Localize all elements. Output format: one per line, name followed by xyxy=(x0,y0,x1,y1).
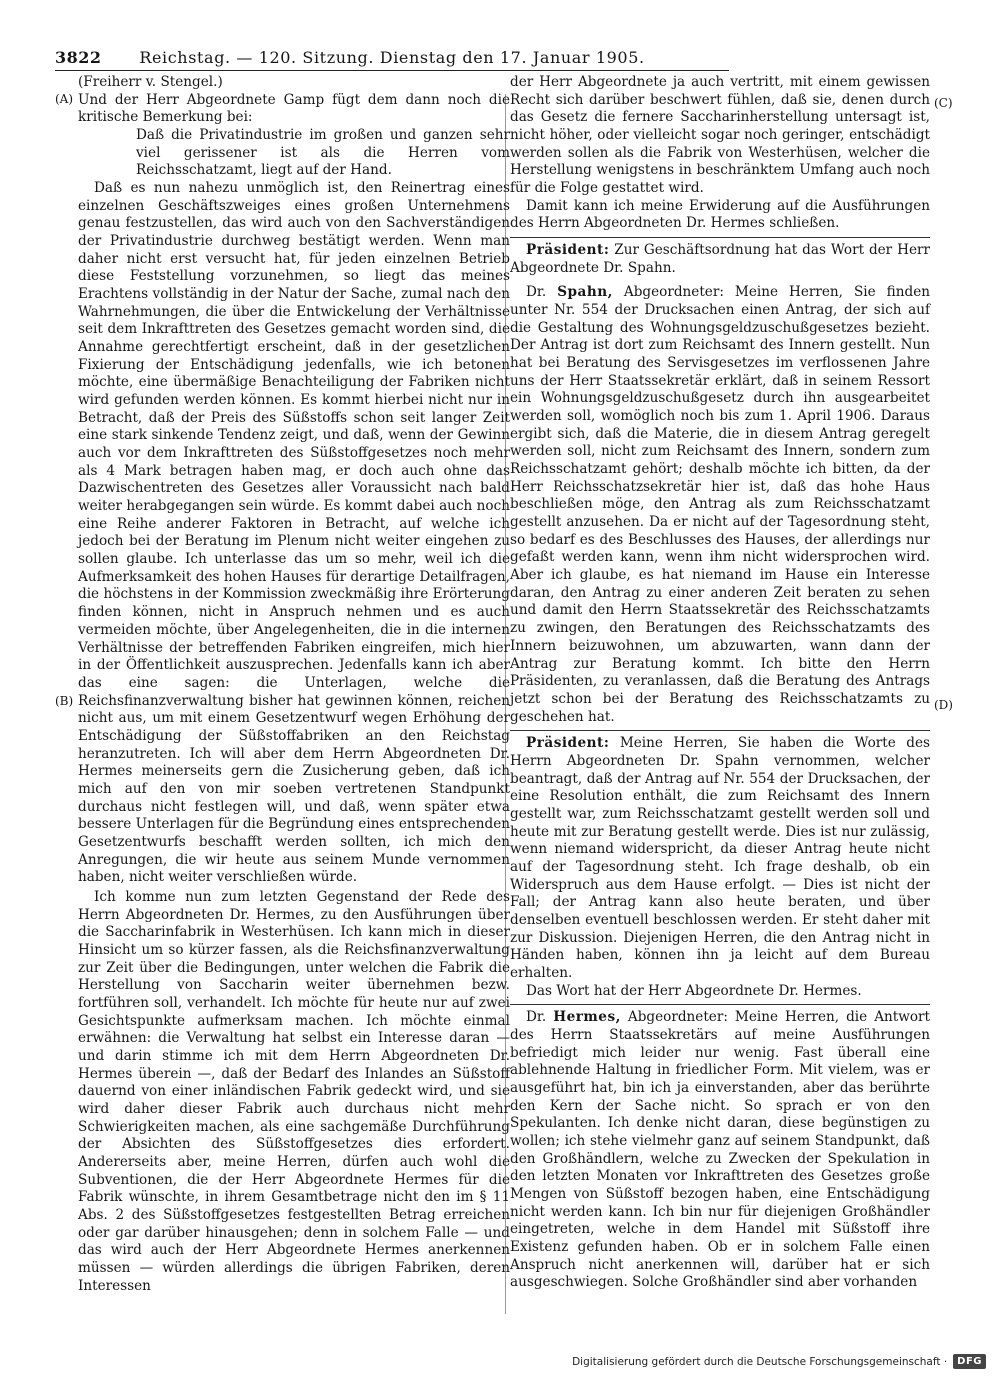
speaker-note: (Freiherr v. Stengel.) xyxy=(78,74,223,90)
margin-mark-d: (D) xyxy=(934,698,953,712)
paragraph: Das Wort hat der Herr Abgeordnete Dr. Hermes. xyxy=(526,982,862,999)
section-divider xyxy=(510,237,930,238)
margin-mark-c: (C) xyxy=(934,96,953,110)
speaker-title: Dr. xyxy=(526,284,547,301)
statement-text: Meine Herren, Sie haben die Worte des Herrn Abgeordneten Dr. Spahn vernommen, welcher beantragt, daß der Antrag auf Nr. 554 der Drucksachen, der eine Resolution enthält, die zum Reichsamt des Innern gestellt war, zum Reichsschatzamt gestellt werden soll und heute mit zur Beratung gestellt werde. Dies ist nur zulässig, wenn niemand widerspricht, da dieser Antrag heute nicht auf der Tagesordnung steht. Ich frage deshalb, ob ein Widerspruch aus dem Hause erfolgt. — Dies ist nicht der Fall; der Antrag kann also heute beraten, und über denselben eventuell beschlossen werden. Er steht daher mit zur Diskussion. Diejenigen Herren, die den Antrag nicht in Händen haben, können ihn ja leicht auf dem Bureau erhalten. xyxy=(510,735,930,981)
right-column xyxy=(510,74,930,1292)
speaker-label: Präsident: xyxy=(526,242,610,259)
speech-text: Abgeordneter: Meine Herren, die Antwort des Herrn Staatssekretärs auf meine Ausführungen befriedigt mich leider nur wenig. Fast überall eine ablehnende Haltung in friedlicher Form. Mit vielem, was er ausgeführt hat, bin ich ja einverstanden, aber das berührte den Kern der Sache nicht. So sprach er von den Spekulanten. Ich denke nicht daran, diese begünstigen zu wollen; ich stehe vielmehr ganz auf seinem Standpunkt, daß den Großhändlern, welche zu Zwecken der Spekulation in den letzten Monaten vor Inkrafttreten des Gesetzes große Mengen von Süßstoff bezogen haben, eine Entschädigung nicht werden kann. Ich bin nur für diejenigen Großhändler eingetreten, welche in dem Handel mit Süßstoff ihre Existenz gefunden haben. Ob er in solchem Falle einen Anspruch nicht anerkennen will, darüber hat er sich ausgeschwiegen. Solche Großhändler sind aber vorhanden xyxy=(510,1009,931,1291)
speech-text: Abgeordneter: Meine Herren, Sie finden unter Nr. 554 der Drucksachen einen Antrag, der sich auf die Gestaltung des Wohnungsgeldzuschußgesetzes bezieht. Der Antrag ist dort zum Reichsamt des Innern gestellt. Nun hat bei Beratung des Servisgesetzes im verflossenen Jahre uns der Herr Staatssekretär erklärt, daß in seinem Ressort ein Wohnungsgeldzuschußgesetz durch ihn ausgearbeitet werden soll, womöglich noch bis zum 1. April 1906. Daraus ergibt sich, daß die Materie, die in diesem Antrag geregelt werden soll, nicht zum Reichsamt des Innern, sondern zum Reichsschatzamt gehört; deshalb möchte ich bitten, da der Herr Reichsschatzsekretär hier ist, daß das hohe Haus beschließen möge, den Antrag als zum Reichsschatzamt gestellt anzusehen. Da er nicht auf der Tagesordnung steht, so bedarf es des Beschlusses des Hauses, der allerdings nur gefaßt werden kann, wenn ihm nicht widersprochen wird. Aber ich glaube, es hat niemand im Hause ein Interesse daran, den Antrag zu einer anderen Zeit beraten zu sehen und damit den Herrn Staatssekretär des Reichsschatzamts zu zwingen, den Beratungen des Reichsschatzamts des Innern beizuwohnen, um abzuwarten, wann dann der Antrag zur Beratung kommt. Ich bitte den Herrn Präsidenten, zu veranlassen, daß die Beratung des Antrags jetzt schon bei der Beratung des Reichsschatzamts zu geschehen hat. xyxy=(510,284,931,725)
section-divider xyxy=(510,1004,930,1005)
paragraph: Damit kann ich meine Erwiderung auf die Ausführungen des Herrn Abgeordneten Dr. Hermes schließen. xyxy=(510,197,930,232)
section-divider xyxy=(510,730,930,731)
paragraph: der Herr Abgeordnete ja auch vertritt, mit einem gewissen Recht sich darüber beschwert fühlen, daß sie, denen durch das Gesetz die fernere Saccharinherstellung untersagt ist, nicht höher, oder vielleicht sogar noch geringer, entschädigt werden sollen als die Fabrik von Westerhüsen, welcher die Herstellung wenigstens in beschränktem Umfang auch noch für die Folge gestattet wird. xyxy=(510,74,930,197)
paragraph: Daß es nun nahezu unmöglich ist, den Reinertrag eines einzelnen Geschäftszweiges eines großen Unternehmens genau festzustellen, das wird auch von den Sachverständigen der Privatindustrie durchweg bestätigt werden. Wenn man daher nicht erst versucht hat, für jeden einzelnen Betrieb diese Feststellung vorzunehmen, so liegt das meines Erachtens vollständig in der Natur der Sache, zumal nach den Wahrnehmungen, die über die Entwickelung der Verhältnisse seit dem Inkrafttreten des Gesetzes gemacht worden sind, die Annahme gerechtfertigt erscheint, daß in der gesetzlichen Fixierung der Entschädigung jedenfalls, wie ich betonen möchte, eine übermäßige Benachteiligung der Fabriken nicht wird gefunden werden können. Es kommt hierbei nicht nur in Betracht, daß der Preis des Süßstoffs schon seit langer Zeit eine stark sinkende Tendenz zeigt, und daß, wenn der Gewinn auch vor dem Inkrafttreten des Süßstoffgesetzes noch mehr als 4 Mark betragen haben mag, er doch auch ohne das Dazwischentreten des Gesetzes aller Voraussicht nach bald weiter herabgegangen sein würde. Es kommt dabei auch noch eine Reihe anderer Faktoren in Betracht, auf welche ich jedoch bei der Beratung im Plenum nicht weiter eingehen zu sollen glaube. Ich unterlasse das um so mehr, weil ich die Aufmerksamkeit des hohen Hauses für derartige Detailfragen, die höchstens in der Kommission zweckmäßig ihre Erörterung finden können, nicht in Anspruch nehmen und es auch vermeiden möchte, über Angelegenheiten, die in die internen Verhältnisse der betreffenden Fabriken eingreifen, mich hier in der Öffentlichkeit auszusprechen. Jedenfalls kann ich aber das eine sagen: die Unterlagen, welche die Reichsfinanzverwaltung bisher hat gewinnen können, reichen nicht aus, um mit einem Gesetzentwurf wegen Erhöhung der Entschädigung der Süßstoffabriken an den Reichstag heranzutreten. Ich will aber dem Herrn Abgeordneten Dr. Hermes meinerseits gern die Zusicherung geben, daß ich mich auf den von mir soeben vertretenen Standpunkt durchaus nicht festlegen will, und daß, wenn später etwa bessere Unterlagen für die Begründung eines entsprechenden Gesetzentwurfs beschafft werden sollten, ich mich den Anregungen, die wir heute aus seinem Munde vernommen haben, nicht weiter verschließen würde. xyxy=(78,180,510,886)
president-statement xyxy=(510,735,930,982)
footer-text: Digitalisierung gefördert durch die Deutsche Forschungsgemeinschaft · xyxy=(572,1355,948,1368)
speaker-label: Präsident: xyxy=(526,735,610,752)
dfg-logo-icon[interactable]: DFG xyxy=(953,1354,986,1369)
block-quote: Daß die Privatindustrie im großen und ganzen sehr viel gerissener ist als die Herren vom Reichsschatzamt, liegt auf der Hand. xyxy=(136,127,510,179)
paragraph: Und der Herr Abgeordnete Gamp fügt dem dann noch die kritische Bemerkung bei: xyxy=(78,91,510,126)
president-statement xyxy=(510,242,930,277)
page-header xyxy=(55,46,729,71)
spahn-speech xyxy=(510,284,930,726)
margin-mark-b: (B) xyxy=(55,694,74,708)
speaker-name: Spahn, xyxy=(557,284,613,301)
statement-text: Zur Geschäftsordnung hat das Wort der Herr Abgeordnete Dr. Spahn. xyxy=(510,242,930,276)
speaker-title: Dr. xyxy=(526,1009,547,1026)
footer xyxy=(572,1354,986,1369)
hermes-speech xyxy=(510,1009,930,1292)
paragraph: Ich komme nun zum letzten Gegenstand der Rede des Herrn Abgeordneten Dr. Hermes, zu den Ausführungen über die Saccharinfabrik in Westerhüsen. Ich kann mich in dieser Hinsicht um so kürzer fassen, als die Reichsfinanzverwaltung zur Zeit über die Bedingungen, unter welchen die Fabrik die Herstellung von Saccharin weiter übernehmen bezw. fortführen soll, verhandelt. Ich möchte für heute nur auf zwei Gesichtspunkte aufmerksam machen. Ich möchte einmal erwähnen: die Verwaltung hat selbst ein Interesse daran — und darin stimme ich mit dem Herrn Abgeordneten Dr. Hermes überein —, daß der Bedarf des Inlandes an Süßstoff dauernd von einer inländischen Fabrik gedeckt wird, und sie wird daher dieser Fabrik auch durchaus nicht mehr Schwierigkeiten machen, als eine sachgemäße Durchführung der Absichten des Süßstoffgesetzes dies erfordert. Andererseits aber, meine Herren, dürfen auch wohl die Subventionen, die der Herr Abgeordnete Hermes für die Fabrik wünschte, in ihrem Gesamtbetrage nicht den im § 11 Abs. 2 des Süßstoffgesetzes festgestellten Betrag erreichen oder gar darüber hinausgehen; denn in solchem Falle — und das wird auch der Herr Abgeordnete Hermes anerkennen müssen — würden allerdings die übrigen Fabriken, deren Interessen xyxy=(78,888,510,1294)
left-column xyxy=(78,74,510,1295)
margin-mark-a: (A) xyxy=(55,92,74,106)
page-number: 3822 xyxy=(55,48,102,67)
speaker-name: Hermes, xyxy=(553,1009,621,1026)
running-title: Reichstag. — 120. Sitzung. Dienstag den 17. Januar 1905. xyxy=(139,48,645,67)
